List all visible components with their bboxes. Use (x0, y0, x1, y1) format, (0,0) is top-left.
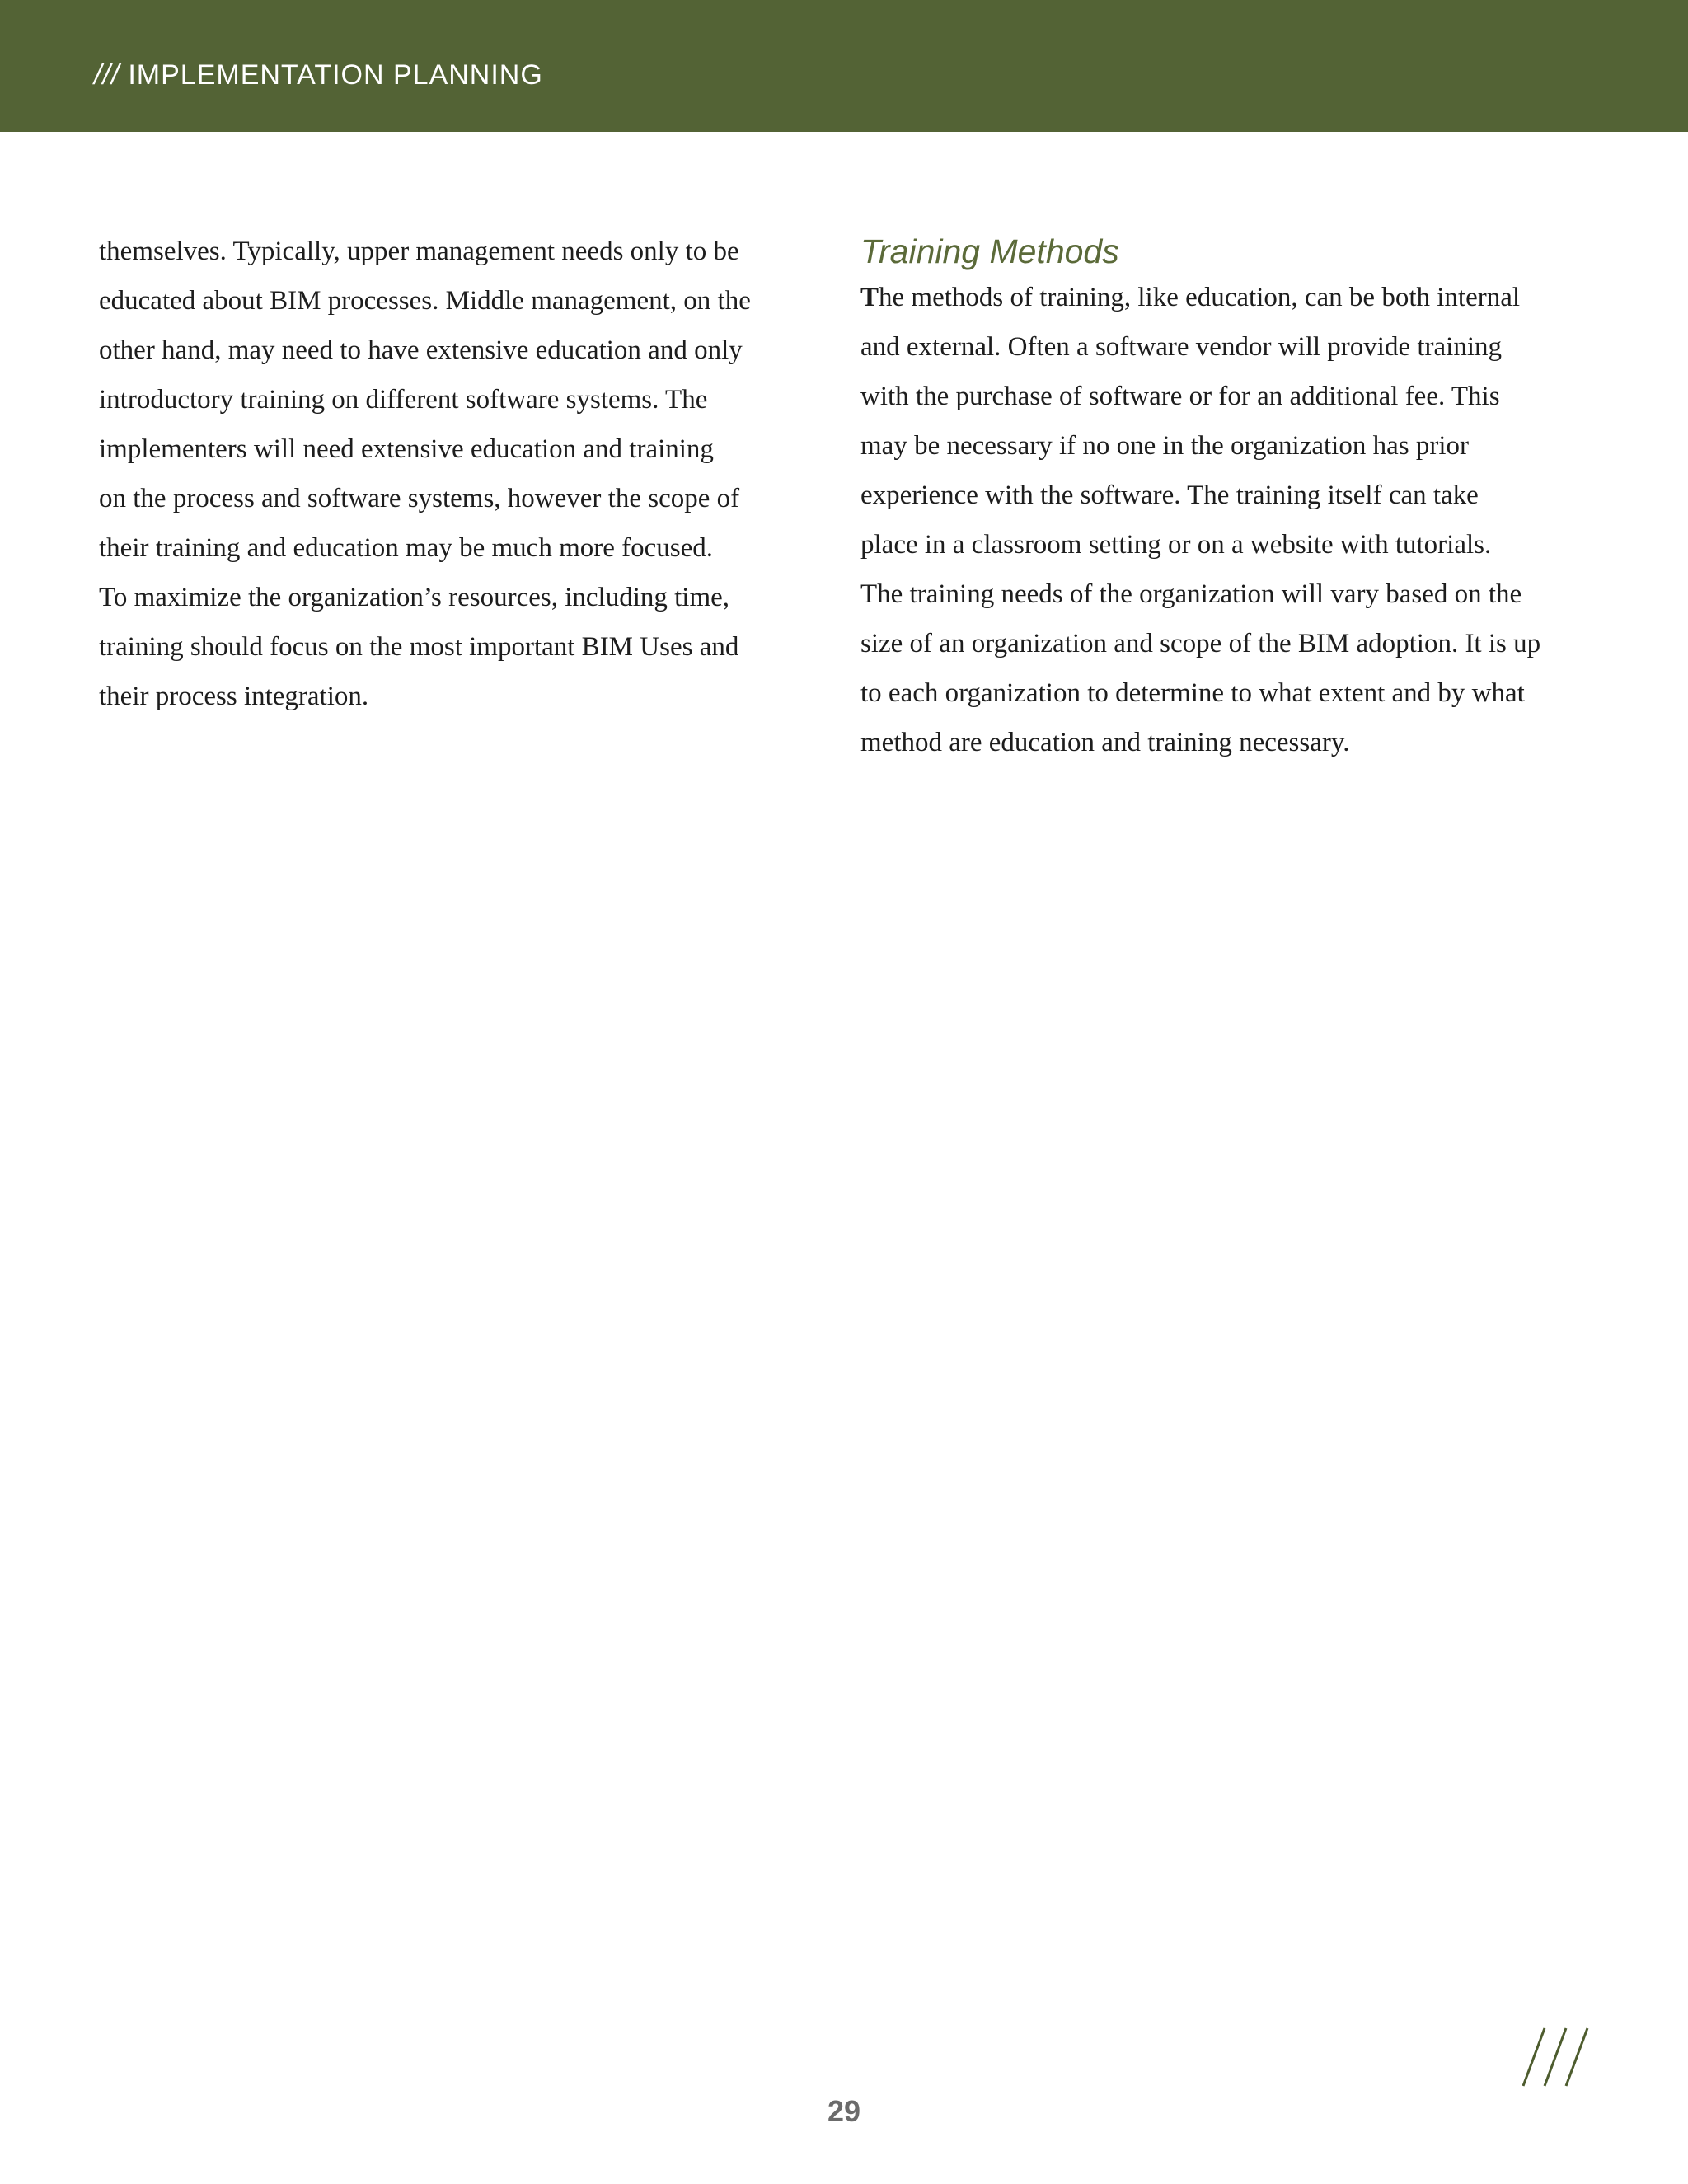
header-title (94, 59, 543, 91)
header-band (0, 0, 1688, 132)
body-line: on the process and software systems, however the scope of (99, 484, 740, 513)
triple-slash-icon (1518, 2023, 1609, 2091)
body-line: place in a classroom setting or on a website with tutorials. (860, 530, 1492, 560)
first-line-text: he methods of training, like education, can be both internal (879, 283, 1521, 312)
body-line: with the purchase of software or for an additional fee. This (860, 382, 1500, 411)
body-line: other hand, may need to have extensive education and only (99, 335, 743, 365)
body-line: and external. Often a software vendor will provide training (860, 332, 1502, 362)
right-column (860, 227, 1602, 767)
header-slashes: /// (94, 59, 120, 91)
body-line: their training and education may be much more focused. (99, 533, 713, 563)
left-column (99, 227, 824, 721)
body-line: training should focus on the most important BIM Uses and (99, 632, 739, 662)
body-line: method are education and training necessary. (860, 728, 1350, 757)
body-line: themselves. Typically, upper management needs only to be (99, 237, 739, 266)
body-line: their process integration. (99, 682, 369, 711)
body-line: educated about BIM processes. Middle management, on the (99, 286, 751, 316)
body-line: size of an organization and scope of the BIM adoption. It is up (860, 629, 1541, 658)
initial-letter: T (860, 283, 879, 312)
body-line-first (860, 273, 1602, 322)
body-line: The training needs of the organization will vary based on the (860, 579, 1522, 609)
body-line: to each organization to determine to what extent and by what (860, 678, 1525, 708)
body-line: To maximize the organization’s resources, including time, (99, 583, 730, 612)
body-line: implementers will need extensive education and training (99, 434, 714, 464)
body-line: experience with the software. The training itself can take (860, 480, 1479, 510)
body-line: introductory training on different software systems. The (99, 385, 708, 415)
page-number: 29 (827, 2094, 861, 2128)
body-line: may be necessary if no one in the organization has prior (860, 431, 1469, 461)
section-heading: Training Methods (860, 232, 1119, 270)
header-title-text: IMPLEMENTATION PLANNING (128, 59, 543, 91)
